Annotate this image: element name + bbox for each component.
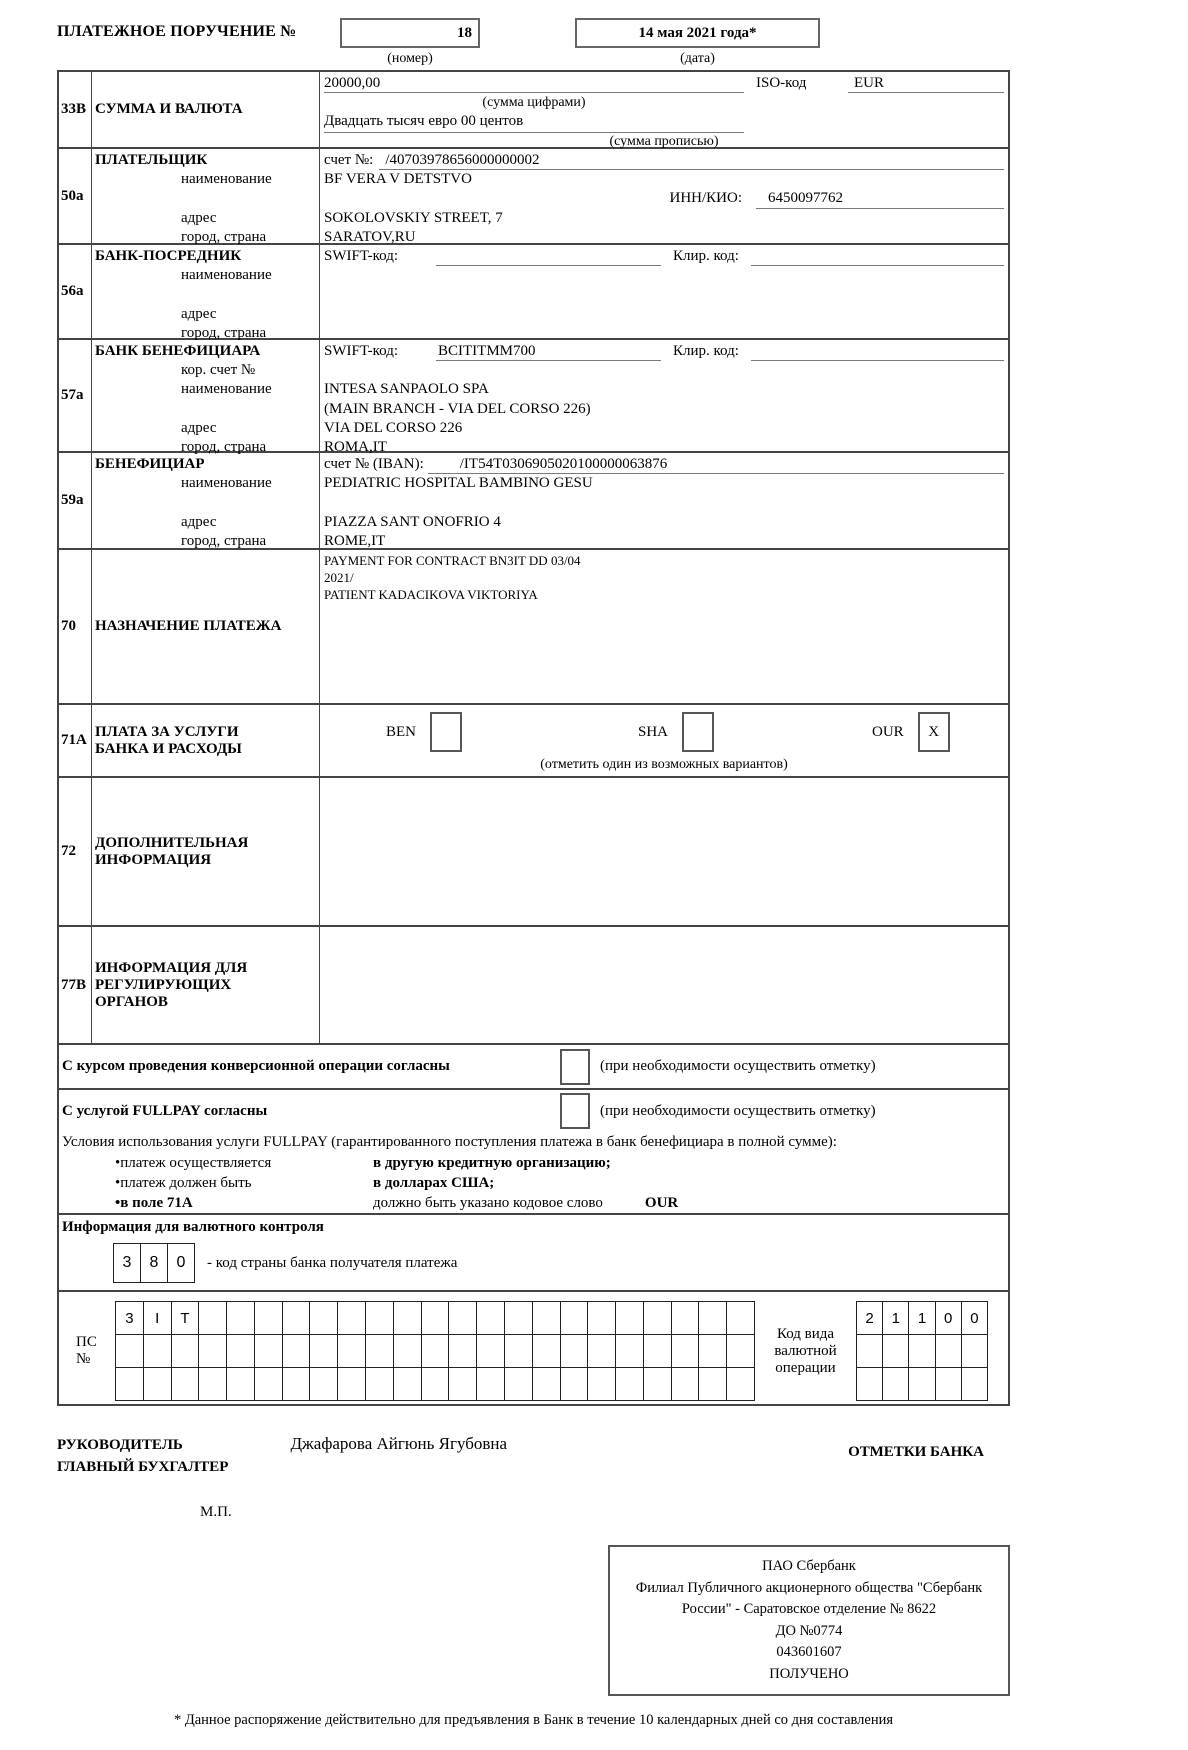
grid-cell bbox=[726, 1367, 755, 1401]
beneficiary-bank-clearing-value bbox=[751, 342, 1004, 361]
payer-name-value: BF VERA V DETSTVO bbox=[324, 171, 472, 188]
fullpay-condition-2 bbox=[59, 1173, 1008, 1193]
grid-cell bbox=[882, 1367, 909, 1401]
stamp-line: ПАО Сбербанк bbox=[762, 1558, 856, 1574]
row-intermediary-bank bbox=[59, 245, 1008, 340]
payer-inn-value: 6450097762 bbox=[756, 189, 1004, 208]
currency-control-divider bbox=[59, 1290, 1008, 1292]
fullpay-bullet-2: • платеж должен быть bbox=[115, 1173, 373, 1193]
grid-cell bbox=[615, 1334, 644, 1368]
beneficiary-address-value: PIAZZA SANT ONOFRIO 4 bbox=[324, 513, 501, 530]
grid-cell: I bbox=[143, 1301, 172, 1335]
grid-cell: 3 bbox=[115, 1301, 144, 1335]
beneficiary-bank-clearing-label: Клир. код: bbox=[673, 343, 739, 359]
grid-cell bbox=[365, 1367, 394, 1401]
field-code-33b: 33В bbox=[59, 72, 92, 147]
intermediary-bank-name-label: наименование bbox=[181, 267, 272, 284]
row-fullpay bbox=[59, 1090, 1008, 1215]
payer-address-label: адрес bbox=[181, 209, 217, 226]
payment-order-form bbox=[57, 14, 1010, 1729]
grid-cell bbox=[282, 1301, 311, 1335]
grid-cell bbox=[961, 1334, 988, 1368]
grid-cell bbox=[532, 1301, 561, 1335]
currency-control-title: Информация для валютного контроля bbox=[62, 1219, 324, 1235]
grid-row bbox=[115, 1367, 755, 1401]
grid-cell bbox=[698, 1301, 727, 1335]
stamp-line: 043601607 bbox=[776, 1644, 842, 1660]
grid-cell bbox=[198, 1334, 227, 1368]
field-code-71a: 71А bbox=[59, 705, 92, 776]
regulatory-info-content bbox=[320, 927, 1008, 1043]
beneficiary-bank-address-label: адрес bbox=[181, 419, 217, 436]
grid-cell bbox=[448, 1334, 477, 1368]
grid-cell bbox=[254, 1301, 283, 1335]
purpose-line1: PAYMENT FOR CONTRACT BN3IT DD 03/04 bbox=[324, 553, 581, 568]
grid-cell bbox=[560, 1301, 589, 1335]
ben-checkbox[interactable] bbox=[430, 712, 462, 752]
fullpay-conditions-title: Условия использования услуги FULLPAY (гарантированного поступления платежа в банк бенефициара в полной сумме): bbox=[62, 1134, 837, 1150]
grid-cell bbox=[671, 1334, 700, 1368]
grid-cell bbox=[337, 1301, 366, 1335]
beneficiary-name-label: наименование bbox=[181, 475, 272, 492]
intermediary-swift-value bbox=[436, 247, 661, 266]
country-code-cell: 8 bbox=[140, 1243, 168, 1283]
beneficiary-bank-name-value1: INTESA SANPAOLO SPA bbox=[324, 381, 489, 398]
grid-cell bbox=[226, 1301, 255, 1335]
payer-account-label: счет №: bbox=[324, 152, 374, 168]
grid-cell bbox=[115, 1367, 144, 1401]
row-conversion-agree bbox=[59, 1045, 1008, 1090]
grid-cell bbox=[532, 1334, 561, 1368]
grid-cell bbox=[254, 1334, 283, 1368]
purpose-line2: 2021/ bbox=[324, 570, 354, 585]
intermediary-bank-label: БАНК-ПОСРЕДНИК bbox=[95, 248, 242, 264]
grid-cell bbox=[393, 1334, 422, 1368]
grid-cell bbox=[282, 1367, 311, 1401]
amount-content bbox=[320, 72, 1008, 147]
payer-inn-label: ИНН/КИО: bbox=[669, 190, 742, 207]
grid-cell bbox=[698, 1367, 727, 1401]
beneficiary-bank-label: БАНК БЕНЕФИЦИАРА bbox=[95, 343, 261, 359]
intermediary-bank-city-label: город, страна bbox=[181, 324, 267, 341]
bank-marks-label: ОТМЕТКИ БАНКА bbox=[848, 1444, 984, 1460]
charges-labels bbox=[92, 705, 320, 776]
operation-code-label: Код вида валютной операции bbox=[774, 1325, 837, 1376]
order-date: 14 мая 2021 года* bbox=[638, 24, 757, 41]
fullpay-bullet-1: • платеж осуществляется bbox=[115, 1153, 373, 1173]
validity-footnote: * Данное распоряжение действительно для предъявления в Банк в течение 10 календарных дней со дня составления bbox=[173, 1712, 894, 1728]
row-payer bbox=[59, 149, 1008, 245]
grid-cell bbox=[226, 1334, 255, 1368]
fullpay-agree-label: С услугой FULLPAY согласны bbox=[62, 1102, 268, 1119]
country-code-caption: - код страны банка получателя платежа bbox=[207, 1254, 458, 1271]
grid-cell bbox=[643, 1301, 672, 1335]
regulatory-info-label-line2: РЕГУЛИРУЮЩИХ bbox=[95, 976, 232, 993]
grid-cell: 1 bbox=[882, 1301, 909, 1335]
grid-cell bbox=[961, 1367, 988, 1401]
conversion-caption: (при необходимости осуществить отметку) bbox=[600, 1058, 876, 1074]
grid-cell bbox=[143, 1367, 172, 1401]
grid-cell bbox=[171, 1367, 200, 1401]
intermediary-bank-labels bbox=[92, 245, 320, 341]
beneficiary-bank-swift-value: BCITITMM700 bbox=[436, 342, 661, 361]
field-code-57a: 57a bbox=[59, 340, 92, 451]
purpose-labels bbox=[92, 550, 320, 703]
fullpay-value-1: в другую кредитную организацию; bbox=[373, 1155, 611, 1171]
grid-cell bbox=[421, 1334, 450, 1368]
grid-cell bbox=[476, 1334, 505, 1368]
intermediary-swift-label: SWIFT-код: bbox=[324, 248, 399, 264]
row-regulatory-info bbox=[59, 927, 1008, 1045]
order-date-box bbox=[575, 18, 820, 48]
purpose-label: НАЗНАЧЕНИЕ ПЛАТЕЖА bbox=[95, 618, 282, 634]
purpose-content bbox=[320, 550, 1008, 703]
grid-cell bbox=[671, 1301, 700, 1335]
grid-cell bbox=[671, 1367, 700, 1401]
grid-cell bbox=[504, 1367, 533, 1401]
grid-cell bbox=[309, 1367, 338, 1401]
payer-name-label: наименование bbox=[181, 171, 272, 188]
grid-cell bbox=[393, 1367, 422, 1401]
country-code-cell: 3 bbox=[113, 1243, 141, 1283]
beneficiary-bank-labels bbox=[92, 340, 320, 455]
grid-cell bbox=[198, 1367, 227, 1401]
payer-city-label: город, страна bbox=[181, 228, 267, 245]
charge-option-our bbox=[872, 712, 950, 752]
payer-address-value: SOKOLOVSKIY STREET, 7 bbox=[324, 209, 503, 226]
row-amount bbox=[59, 72, 1008, 149]
order-number-block bbox=[340, 18, 480, 67]
stamp-place-label: М.П. bbox=[200, 1504, 232, 1520]
regulatory-info-label-line3: ОРГАНОВ bbox=[95, 993, 168, 1010]
stamp-line: Филиал Публичного акционерного общества "Сбербанк bbox=[635, 1579, 983, 1596]
grid-cell bbox=[856, 1367, 883, 1401]
beneficiary-bank-city-value: ROMA,IT bbox=[324, 438, 387, 455]
our-checkbox[interactable]: X bbox=[918, 712, 950, 752]
beneficiary-bank-name-label: наименование bbox=[181, 381, 272, 398]
grid-cell: 2 bbox=[856, 1301, 883, 1335]
grid-cell bbox=[615, 1367, 644, 1401]
grid-cell bbox=[198, 1301, 227, 1335]
fullpay-checkbox[interactable] bbox=[560, 1093, 590, 1129]
beneficiary-name-value: PEDIATRIC HOSPITAL BAMBINO GESU bbox=[324, 475, 593, 492]
intermediary-clearing-label: Клир. код: bbox=[673, 248, 739, 264]
conversion-agree-label: С курсом проведения конверсионной операции согласны bbox=[62, 1058, 450, 1074]
beneficiary-label: БЕНЕФИЦИАР bbox=[95, 456, 205, 472]
grid-cell: 1 bbox=[908, 1301, 935, 1335]
charges-content bbox=[320, 705, 1008, 776]
field-code-50a: 50a bbox=[59, 149, 92, 243]
stamp-line: ДО №0774 bbox=[775, 1622, 843, 1639]
grid-cell: T bbox=[171, 1301, 200, 1335]
additional-info-label-line1: ДОПОЛНИТЕЛЬНАЯ bbox=[95, 834, 249, 851]
iso-code-label: ISO-код bbox=[756, 75, 807, 91]
grid-cell bbox=[615, 1301, 644, 1335]
beneficiary-iban-value: /IT54T0306905020100000063876 bbox=[428, 455, 1004, 474]
grid-cell bbox=[365, 1301, 394, 1335]
sha-checkbox[interactable] bbox=[682, 712, 714, 752]
fullpay-condition-1 bbox=[59, 1153, 1008, 1173]
fullpay-bullet-3: • в поле 71А bbox=[115, 1193, 373, 1213]
amount-label: СУММА И ВАЛЮТА bbox=[95, 101, 243, 117]
grid-cell bbox=[882, 1334, 909, 1368]
purpose-line3: PATIENT KADACIKOVA VIKTORIYA bbox=[324, 587, 538, 602]
payer-content bbox=[320, 149, 1008, 243]
order-number: 18 bbox=[457, 24, 472, 41]
charges-label-line1: ПЛАТА ЗА УСЛУГИ bbox=[95, 723, 239, 740]
grid-cell: 0 bbox=[935, 1301, 962, 1335]
country-code-cell: 0 bbox=[167, 1243, 195, 1283]
field-code-77b: 77В bbox=[59, 927, 92, 1043]
beneficiary-bank-swift-label: SWIFT-код: bbox=[324, 343, 399, 359]
grid-cell bbox=[115, 1334, 144, 1368]
amount-words-value: Двадцать тысяч евро 00 центов bbox=[324, 112, 744, 132]
bank-stamp bbox=[608, 1545, 1010, 1696]
row-currency-control bbox=[59, 1215, 1008, 1404]
grid-row bbox=[856, 1367, 988, 1401]
additional-info-labels bbox=[92, 778, 320, 925]
beneficiary-city-value: ROME,IT bbox=[324, 532, 386, 549]
field-code-56a: 56a bbox=[59, 245, 92, 338]
our-label: OUR bbox=[872, 723, 904, 740]
grid-cell bbox=[337, 1367, 366, 1401]
fullpay-caption: (при необходимости осуществить отметку) bbox=[600, 1102, 876, 1119]
amount-words-caption: (сумма прописью) bbox=[609, 133, 719, 149]
grid-cell bbox=[560, 1334, 589, 1368]
grid-cell bbox=[226, 1367, 255, 1401]
intermediary-bank-address-label: адрес bbox=[181, 305, 217, 322]
charge-option-ben bbox=[386, 712, 462, 752]
country-code-line bbox=[59, 1239, 1008, 1287]
grid-cell bbox=[935, 1367, 962, 1401]
beneficiary-bank-address-value: VIA DEL CORSO 226 bbox=[324, 419, 463, 436]
beneficiary-address-label: адрес bbox=[181, 513, 217, 530]
ps-area bbox=[59, 1301, 1008, 1401]
ps-number-label: ПС № bbox=[76, 1334, 97, 1367]
additional-info-label-line2: ИНФОРМАЦИЯ bbox=[95, 851, 212, 868]
order-number-box bbox=[340, 18, 480, 48]
grid-cell bbox=[282, 1334, 311, 1368]
form-title: ПЛАТЕЖНОЕ ПОРУЧЕНИЕ № bbox=[57, 23, 297, 40]
grid-cell bbox=[726, 1301, 755, 1335]
stamp-line: ПОЛУЧЕНО bbox=[769, 1665, 849, 1682]
grid-cell bbox=[476, 1301, 505, 1335]
row-additional-info bbox=[59, 778, 1008, 927]
grid-cell bbox=[908, 1367, 935, 1401]
conversion-checkbox[interactable] bbox=[560, 1049, 590, 1085]
signer-name: Джафарова Айгюнь Ягубовна bbox=[290, 1434, 508, 1453]
beneficiary-bank-corr-label: кор. счет № bbox=[181, 362, 256, 379]
amount-digits-value: 20000,00 bbox=[324, 74, 744, 93]
country-code-boxes bbox=[113, 1243, 195, 1283]
grid-cell bbox=[726, 1334, 755, 1368]
grid-cell bbox=[532, 1367, 561, 1401]
order-number-caption: (номер) bbox=[387, 51, 433, 66]
grid-cell bbox=[143, 1334, 172, 1368]
grid-row bbox=[856, 1301, 988, 1335]
beneficiary-bank-name-value2: (MAIN BRANCH - VIA DEL CORSO 226) bbox=[324, 400, 591, 417]
beneficiary-bank-city-label: город, страна bbox=[181, 438, 267, 455]
amount-labels bbox=[92, 72, 320, 147]
grid-cell bbox=[504, 1334, 533, 1368]
form-table bbox=[57, 70, 1010, 1406]
fullpay-value-3: должно быть указано кодовое слово bbox=[373, 1195, 603, 1211]
field-code-70: 70 bbox=[59, 550, 92, 703]
grid-cell bbox=[309, 1334, 338, 1368]
grid-cell bbox=[365, 1334, 394, 1368]
row-beneficiary bbox=[59, 453, 1008, 550]
additional-info-content bbox=[320, 778, 1008, 925]
grid-cell bbox=[421, 1367, 450, 1401]
payer-label: ПЛАТЕЛЬЩИК bbox=[95, 152, 208, 168]
grid-cell bbox=[421, 1301, 450, 1335]
grid-cell bbox=[908, 1334, 935, 1368]
grid-cell bbox=[698, 1334, 727, 1368]
intermediary-clearing-value bbox=[751, 247, 1004, 266]
header bbox=[57, 14, 1010, 70]
grid-cell bbox=[337, 1334, 366, 1368]
beneficiary-iban-label: счет № (IBAN): bbox=[324, 456, 424, 472]
grid-cell bbox=[448, 1301, 477, 1335]
signer-role-1: РУКОВОДИТЕЛЬ bbox=[57, 1437, 183, 1453]
grid-cell bbox=[504, 1301, 533, 1335]
grid-cell bbox=[560, 1367, 589, 1401]
charge-option-sha bbox=[638, 712, 714, 752]
order-date-block bbox=[575, 18, 820, 67]
grid-cell bbox=[643, 1367, 672, 1401]
grid-row bbox=[115, 1334, 755, 1368]
regulatory-info-label-line1: ИНФОРМАЦИЯ ДЛЯ bbox=[95, 959, 248, 976]
grid-cell bbox=[587, 1334, 616, 1368]
grid-cell bbox=[935, 1334, 962, 1368]
row-beneficiary-bank bbox=[59, 340, 1008, 453]
ben-label: BEN bbox=[386, 723, 416, 740]
order-date-caption: (дата) bbox=[680, 51, 715, 66]
grid-cell bbox=[171, 1334, 200, 1368]
charges-label-line2: БАНКА И РАСХОДЫ bbox=[95, 740, 242, 757]
stamp-line: России" - Саратовское отделение № 8622 bbox=[681, 1601, 937, 1617]
payer-account-value: /40703978656000000002 bbox=[379, 151, 1004, 170]
fullpay-code-our: OUR bbox=[644, 1195, 679, 1211]
operation-code-grid bbox=[856, 1301, 988, 1401]
field-code-59a: 59a bbox=[59, 453, 92, 548]
beneficiary-content bbox=[320, 453, 1008, 548]
grid-row bbox=[115, 1301, 755, 1335]
grid-cell bbox=[448, 1367, 477, 1401]
grid-cell bbox=[587, 1301, 616, 1335]
iso-code-value: EUR bbox=[848, 74, 1004, 93]
sha-label: SHA bbox=[638, 723, 669, 740]
grid-cell: 0 bbox=[961, 1301, 988, 1335]
signer-role-2: ГЛАВНЫЙ БУХГАЛТЕР bbox=[57, 1459, 229, 1475]
beneficiary-bank-content bbox=[320, 340, 1008, 455]
fullpay-condition-3 bbox=[59, 1193, 1008, 1213]
grid-cell bbox=[393, 1301, 422, 1335]
intermediary-bank-content bbox=[320, 245, 1008, 338]
grid-cell bbox=[856, 1334, 883, 1368]
row-purpose bbox=[59, 550, 1008, 705]
field-code-72: 72 bbox=[59, 778, 92, 925]
grid-cell bbox=[476, 1367, 505, 1401]
fullpay-value-2: в долларах США; bbox=[373, 1175, 495, 1191]
grid-cell bbox=[643, 1334, 672, 1368]
beneficiary-labels bbox=[92, 453, 320, 548]
grid-row bbox=[856, 1334, 988, 1368]
ps-number-grid bbox=[115, 1301, 755, 1401]
payer-labels bbox=[92, 149, 320, 243]
grid-cell bbox=[587, 1367, 616, 1401]
grid-cell bbox=[309, 1301, 338, 1335]
charges-caption: (отметить один из возможных вариантов) bbox=[540, 757, 788, 772]
row-charges bbox=[59, 705, 1008, 778]
regulatory-info-labels bbox=[92, 927, 320, 1043]
payer-city-value: SARATOV,RU bbox=[324, 228, 416, 245]
amount-digits-caption: (сумма цифрами) bbox=[482, 95, 586, 111]
grid-cell bbox=[254, 1367, 283, 1401]
beneficiary-city-label: город, страна bbox=[181, 532, 267, 549]
signer-roles bbox=[57, 1434, 228, 1478]
signature-section bbox=[57, 1434, 1010, 1478]
